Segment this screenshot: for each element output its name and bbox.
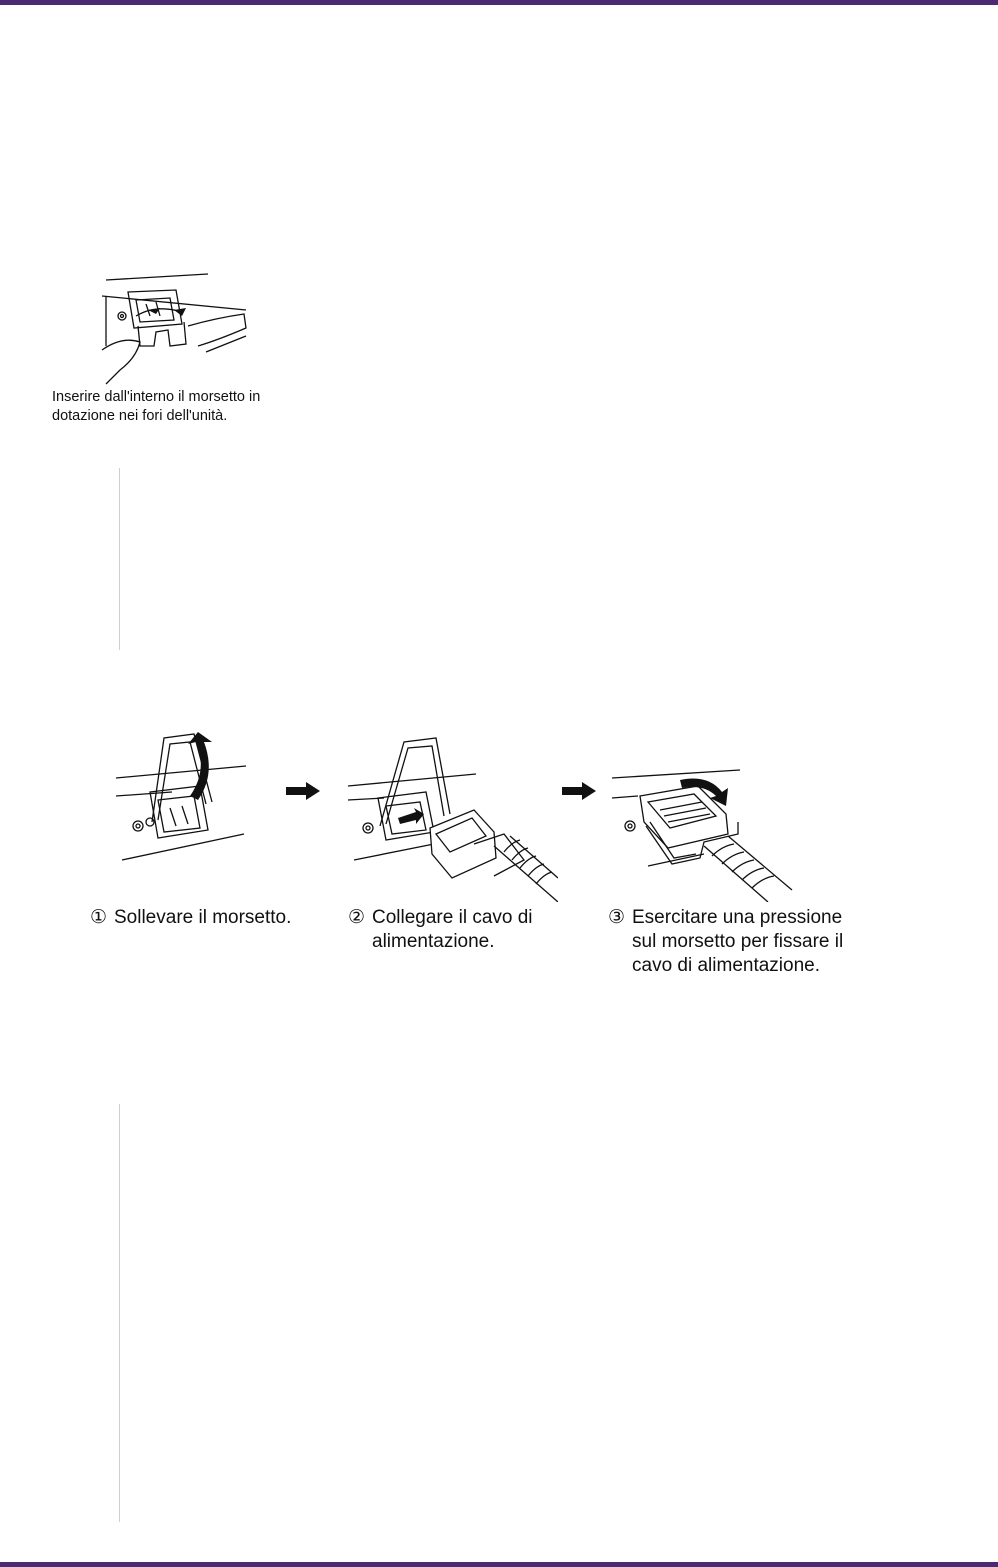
- clamp-insert-illustration: [96, 266, 252, 386]
- step-text-line: cavo di alimentazione.: [632, 955, 820, 976]
- connect-cable-illustration: [344, 736, 558, 902]
- step-text-line: sul morsetto per fissare il: [632, 931, 844, 952]
- step-text-line: Collegare il cavo di: [372, 907, 533, 928]
- figure-caption: [52, 388, 312, 426]
- press-clamp-illustration: [608, 762, 794, 902]
- step-1-caption: [90, 906, 330, 930]
- bottom-rule: [0, 1562, 998, 1567]
- step-2-caption: [348, 906, 578, 954]
- step-text-line: Esercitare una pressione: [632, 907, 843, 928]
- figure-caption-line-2: dotazione nei fori dell'unità.: [52, 408, 228, 424]
- step-text-line: Sollevare il morsetto.: [114, 907, 292, 928]
- step-number: ②: [348, 907, 366, 928]
- lift-clamp-illustration: [112, 730, 248, 868]
- step-text-line: alimentazione.: [372, 931, 495, 952]
- section-divider: [119, 1104, 120, 1522]
- step-number: ③: [608, 907, 626, 928]
- top-rule: [0, 0, 998, 5]
- section-divider: [119, 468, 120, 650]
- right-arrow-icon: [286, 782, 320, 805]
- figure-caption-line-1: Inserire dall'interno il morsetto in: [52, 389, 261, 405]
- step-3-caption: [608, 906, 908, 978]
- step-number: ①: [90, 907, 108, 928]
- right-arrow-icon: [562, 782, 596, 805]
